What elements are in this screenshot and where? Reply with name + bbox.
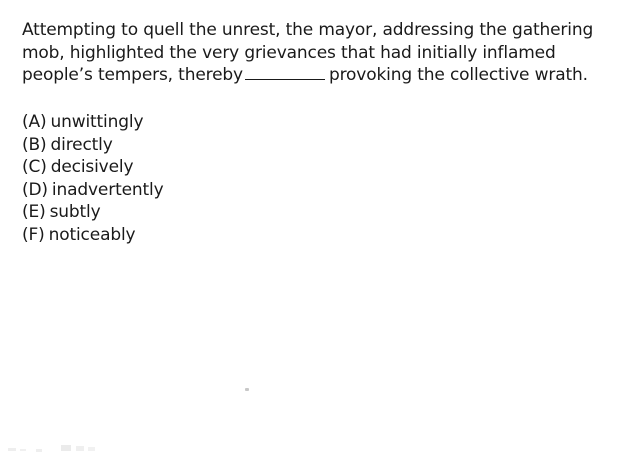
option-text: decisively [50, 157, 134, 177]
question-line-3-end: provoking the collective wrath. [328, 65, 588, 85]
option-letter: (E) [22, 202, 46, 222]
option-e[interactable] [22, 201, 164, 224]
cursor-speck [245, 388, 249, 391]
question-line-3-start: people’s tempers, thereby [22, 65, 243, 85]
question-text [22, 19, 612, 87]
option-letter: (B) [22, 134, 47, 155]
answer-blank [245, 65, 325, 80]
option-c[interactable] [22, 156, 164, 179]
option-letter: (F) [22, 224, 45, 245]
option-d[interactable] [22, 179, 164, 202]
answer-options [22, 111, 164, 246]
option-letter: (C) [22, 157, 47, 177]
question-line-3 [22, 64, 612, 87]
option-text: noticeably [48, 224, 136, 245]
option-text: subtly [49, 202, 101, 222]
option-b[interactable] [22, 134, 164, 157]
option-text: directly [50, 134, 113, 155]
option-letter: (D) [22, 179, 48, 200]
option-letter: (A) [22, 112, 47, 132]
option-text: unwittingly [50, 112, 144, 132]
option-a[interactable] [22, 111, 164, 134]
option-text: inadvertently [51, 179, 164, 200]
faint-watermark-marks [6, 440, 101, 456]
question-line-1: Attempting to quell the unrest, the mayor, addressing the gathering [22, 20, 594, 40]
option-f[interactable] [22, 224, 164, 247]
question-line-2: mob, highlighted the very grievances that had initially inflamed [22, 42, 556, 63]
